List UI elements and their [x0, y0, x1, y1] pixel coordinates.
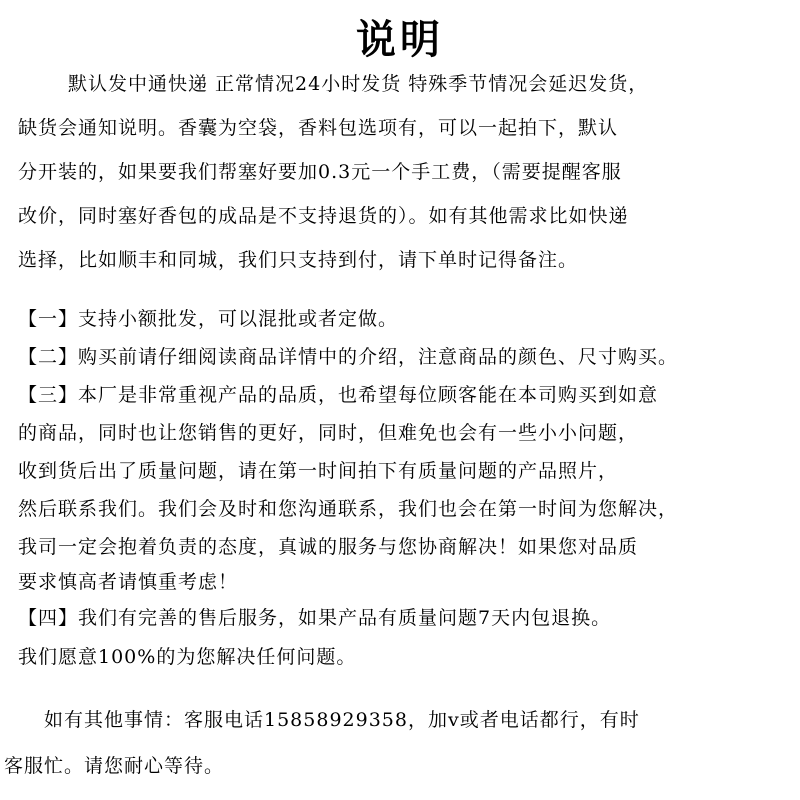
item-3-line-3: 收到货后出了质量问题，请在第一时间拍下有质量问题的产品照片，: [18, 460, 619, 482]
contact-line-2: 客服忙。请您耐心等待。: [4, 755, 225, 777]
item-3-line-5: 我司一定会抱着负责的态度，真诚的服务与您协商解决！如果您对品质: [18, 536, 639, 558]
item-4: 【四】我们有完善的售后服务，如果产品有质量问题7天内包退换。: [18, 607, 612, 629]
item-3-line-1: 【三】本厂是非常重视产品的品质，也希望每位顾客能在本司购买到如意: [18, 384, 659, 406]
item-4-line-2: 我们愿意100%的为您解决任何问题。: [18, 646, 357, 668]
page-title: 说明: [356, 16, 444, 63]
intro-line-4: 改价，同时塞好香包的成品是不支持退货的）。如有其他需求比如快递: [18, 205, 629, 227]
item-3-line-4: 然后联系我们。我们会及时和您沟通联系，我们也会在第一时间为您解决，: [18, 498, 679, 520]
contact-line-1: 如有其他事情：客服电话15858929358，加v或者电话都行，有时: [44, 709, 640, 731]
intro-line-3: 分开装的，如果要我们帮塞好要加0.3元一个手工费，（需要提醒客服: [18, 161, 622, 183]
item-3-line-2: 的商品，同时也让您销售的更好，同时，但难免也会有一些小小问题，: [18, 422, 639, 444]
intro-line-2: 缺货会通知说明。香囊为空袋，香料包选项有，可以一起拍下，默认: [18, 117, 619, 139]
intro-line-5: 选择，比如顺丰和同城，我们只支持到付，请下单时记得备注。: [18, 249, 579, 271]
intro-line-1: 默认发中通快递 正常情况24小时发货 特殊季节情况会延迟发货，: [68, 73, 649, 95]
item-1: 【一】支持小额批发，可以混批或者定做。: [18, 308, 399, 330]
item-3-line-6: 要求慎高者请慎重考虑！: [18, 571, 239, 593]
item-2: 【二】购买前请仔细阅读商品详情中的介绍，注意商品的颜色、尺寸购买。: [18, 346, 679, 368]
